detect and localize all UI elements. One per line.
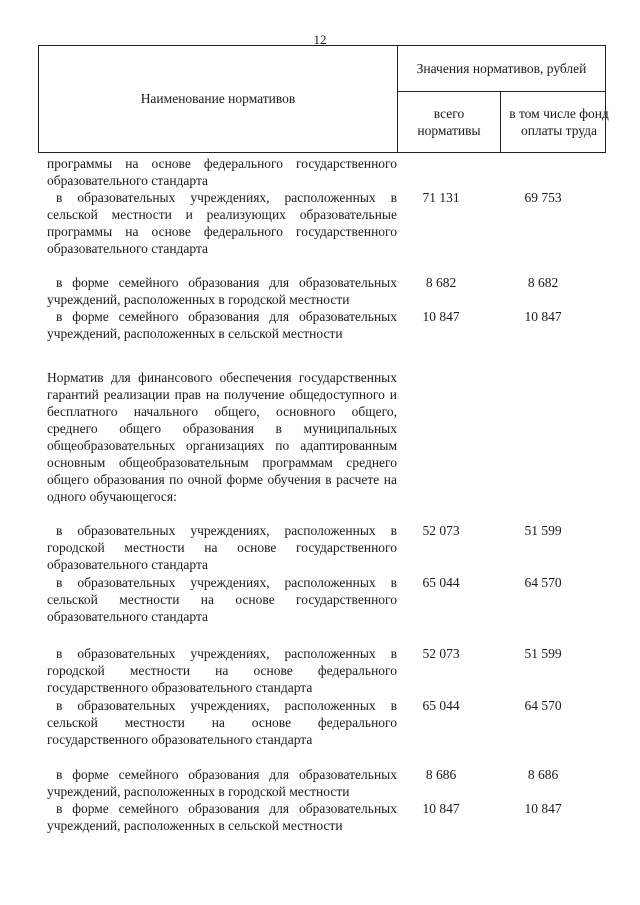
row-total-value: 52 073	[422, 646, 460, 661]
row-wage-value: 64 570	[524, 575, 562, 590]
row-text: в образовательных учреждениях, расположенных в городской местности на основе федерального государственного образовательного стандарта	[47, 646, 397, 695]
row-total-value: 65 044	[422, 698, 460, 713]
row-total-value: 8 686	[425, 767, 457, 782]
header-values-column: Значения нормативов, рублей	[398, 46, 605, 92]
row-wage-value: 64 570	[524, 698, 562, 713]
row-text: в образовательных учреждениях, расположенных в сельской местности на основе федерального государственного образовательного стандарта	[47, 698, 397, 747]
row-total-value: 65 044	[422, 575, 460, 590]
row-text: в форме семейного образования для образовательных учреждений, расположенных в сельской местности	[47, 309, 397, 341]
row-total-value: 10 847	[422, 309, 460, 324]
row-text: в форме семейного образования для образовательных учреждений, расположенных в сельской местности	[47, 801, 397, 833]
row-wage-value: 10 847	[524, 801, 562, 816]
row-total-value: 71 131	[422, 190, 460, 205]
row-text: Норматив для финансового обеспечения государственных гарантий реализации прав на получение общедоступного и бесплатного начального общего, основного общего, среднего общего образования в муниципальных общеобразовательных организациях по адаптированным основным общеобразовательным программам среднего общего образования по очной форме обучения в расчете на одного обучающегося:	[47, 370, 397, 504]
row-text: в форме семейного образования для образовательных учреждений, расположенных в городской местности	[47, 767, 397, 799]
header-wage-fund-column: в том числе фонд оплаты труда	[509, 106, 609, 138]
table-header	[38, 45, 609, 153]
row-text: в образовательных учреждениях, расположенных в городской местности на основе государственного образовательного стандарта	[47, 523, 397, 572]
row-text: в форме семейного образования для образовательных учреждений, расположенных в городской местности	[47, 275, 397, 307]
header-total-column: всего нормативы	[398, 92, 501, 152]
row-wage-value: 69 753	[524, 190, 562, 205]
row-wage-value: 51 599	[524, 646, 562, 661]
row-wage-value: 51 599	[524, 523, 562, 538]
row-text: в образовательных учреждениях, расположенных в сельской местности и реализующих образовательные программы на основе федерального государственного образовательного стандарта	[47, 190, 397, 256]
row-total-value: 8 682	[425, 275, 457, 290]
row-wage-value: 8 686	[527, 767, 559, 782]
row-total-value: 10 847	[422, 801, 460, 816]
row-wage-value: 8 682	[527, 275, 559, 290]
header-name-column: Наименование нормативов	[39, 46, 398, 152]
row-wage-value: 10 847	[524, 309, 562, 324]
row-text: программы на основе федерального государственного образовательного стандарта	[47, 156, 397, 188]
row-total-value: 52 073	[422, 523, 460, 538]
page-number: 12	[313, 32, 327, 47]
row-text: в образовательных учреждениях, расположенных в сельской местности на основе государственного образовательного стандарта	[47, 575, 397, 624]
